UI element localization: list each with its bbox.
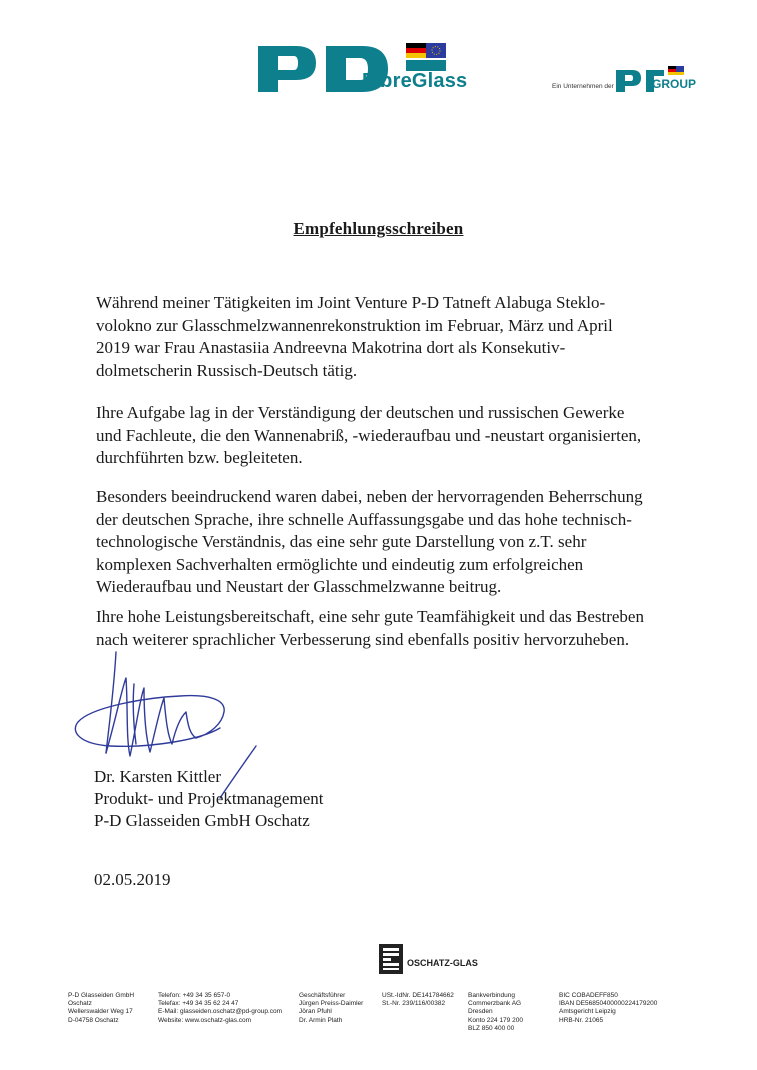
- footer-tax: [382, 992, 454, 1008]
- paragraph-line: Ihre Aufgabe lag in der Verständigung der deutschen und russischen Gewerke: [96, 403, 625, 422]
- footer-address: [68, 992, 134, 1025]
- oschatz-glas-emblem-icon: [379, 944, 403, 974]
- footer-line: Commerzbank AG: [468, 1000, 522, 1008]
- footer-line: USt.-IdNr. DE141784662: [382, 992, 454, 999]
- group-brand-text: GROUP: [652, 77, 697, 91]
- footer-line: Jürgen Preiss-Daimler: [299, 1000, 364, 1008]
- footer-line: Dr. Armin Plath: [299, 1016, 343, 1024]
- footer-line: Bankverbindung: [468, 992, 515, 999]
- footer-line: St.-Nr. 239/116/00382: [382, 1000, 446, 1008]
- footer-management: [299, 992, 363, 1025]
- footer-line: HRB-Nr. 21065: [559, 1016, 604, 1024]
- footer-line: Oschatz: [68, 1000, 92, 1008]
- paragraph-line: und Fachleute, die den Wannenabriß, -wiederaufbau und -neustart organisierten,: [96, 425, 642, 445]
- footer-line: Wellerswalder Weg 17: [68, 1008, 133, 1016]
- footer-line: Telefon: +49 34 35 657-0: [158, 992, 231, 999]
- document-title: Empfehlungsschreiben: [293, 219, 464, 238]
- paragraph-line: 2019 war Frau Anastasiia Andreevna Makotrina dort als Konsekutiv-: [96, 338, 566, 357]
- fibreglass-logo: [258, 40, 468, 92]
- oschatz-glas-wordmark: OSCHATZ-GLAS: [407, 958, 478, 968]
- paragraph-line: dolmetscherin Russisch-Deutsch tätig.: [96, 360, 358, 380]
- footer-line: IBAN DE56850400000224179200: [559, 1000, 658, 1008]
- footer-line: BIC COBADEFF850: [559, 992, 618, 999]
- group-prefix-text: Ein Unternehmen der: [552, 83, 614, 90]
- paragraph-line: durchführten bzw. begleiteten.: [96, 448, 303, 467]
- paragraph-line: komplexen Sachverhalten ermöglichte und eindeutig zum erfolgreichen: [96, 554, 584, 574]
- footer-bank: [468, 992, 523, 1033]
- paragraph-line: Während meiner Tätigkeiten im Joint Venture P-D Tatneft Alabuga Steklo-: [96, 293, 606, 312]
- brand-name: FibreGlass: [362, 70, 468, 92]
- footer-contact: [158, 992, 282, 1025]
- signature-block: [94, 766, 323, 832]
- footer-line: P-D Glasseiden GmbH: [68, 992, 135, 999]
- footer-line: D-04758 Oschatz: [68, 1016, 119, 1024]
- footer-line: Jöran Pfuhl: [299, 1008, 332, 1016]
- flag-icon: [406, 43, 446, 71]
- signer-role: Produkt- und Projektmanagement: [94, 789, 324, 808]
- paragraph-line: Besonders beeindruckend waren dabei, neben der hervorragenden Beherrschung: [96, 487, 643, 506]
- footer-line: E-Mail: glasseiden.oschatz@pd-group.com: [158, 1008, 283, 1016]
- signer-name: Dr. Karsten Kittler: [94, 767, 221, 786]
- letter-date: 02.05.2019: [94, 870, 171, 889]
- paragraph-4: [96, 606, 686, 651]
- footer-line: Telefax: +49 34 35 62 24 47: [158, 1000, 239, 1008]
- footer-line: BLZ 850 400 00: [468, 1024, 515, 1032]
- paragraph-line: Wiederaufbau und Neustart der Glasschmelzwanne beitrug.: [96, 577, 502, 596]
- pd-group-logo: [552, 64, 727, 94]
- paragraph-3: [96, 486, 686, 599]
- paragraph-line: Ihre hohe Leistungsbereitschaft, eine sehr gute Teamfähigkeit und das Bestreben: [96, 607, 644, 626]
- footer-registry: [559, 992, 657, 1025]
- paragraph-1: [96, 292, 686, 382]
- footer-line: Geschäftsführer: [299, 992, 346, 999]
- paragraph-line: nach weiterer sprachlicher Verbesserung sind ebenfalls positiv hervorzuheben.: [96, 629, 630, 649]
- footer-line: Website: www.oschatz-glas.com: [158, 1016, 252, 1024]
- paragraph-line: der deutschen Sprache, ihre schnelle Auffassungsgabe und das hohe technisch-: [96, 509, 632, 529]
- paragraph-line: technologische Verständnis, das eine sehr gute Darstellung von z.T. sehr: [96, 532, 587, 551]
- footer-line: Konto 224 179 200: [468, 1016, 523, 1024]
- paragraph-line: volokno zur Glasschmelzwannenrekonstruktion im Februar, März und April: [96, 315, 613, 335]
- signer-company: P-D Glasseiden GmbH Oschatz: [94, 811, 310, 830]
- paragraph-2: [96, 402, 686, 470]
- footer-line: Dresden: [468, 1008, 493, 1016]
- footer-line: Amtsgericht Leipzig: [559, 1008, 616, 1016]
